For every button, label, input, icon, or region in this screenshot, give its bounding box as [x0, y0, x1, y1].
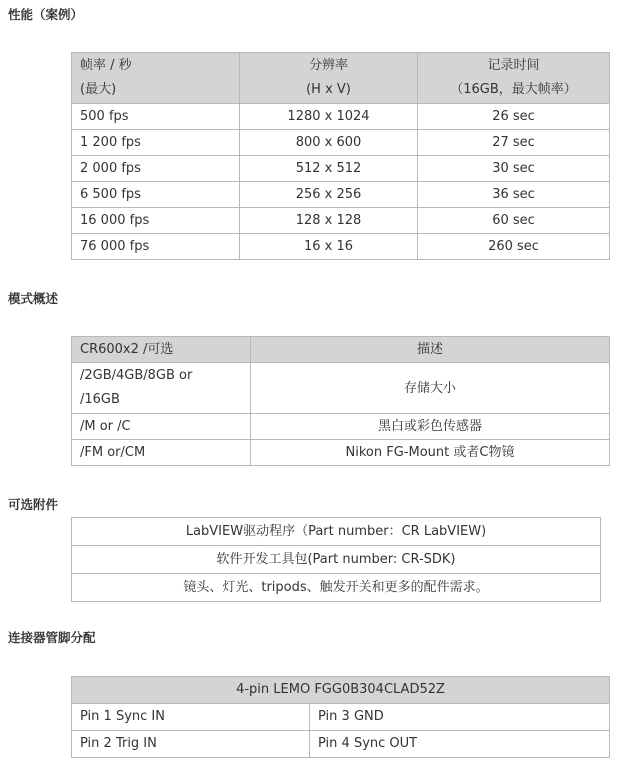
pin-cell: Pin 1 Sync IN	[72, 704, 310, 731]
resolution-cell: 16 x 16	[240, 234, 418, 260]
record-time-cell: 36 sec	[418, 182, 610, 208]
pin-cell: Pin 2 Trig IN	[72, 731, 310, 758]
accessory-labview: LabVIEW驱动程序（Part number：CR LabVIEW)	[72, 518, 601, 546]
connector-table	[71, 676, 610, 758]
table-row	[72, 574, 601, 602]
framerate-cell: 6 500 fps	[72, 182, 240, 208]
option-cell: /M or /C	[72, 414, 251, 440]
pin-cell: Pin 4 Sync OUT	[310, 731, 610, 758]
connector-heading: 连接器管脚分配	[8, 630, 96, 645]
table-row	[72, 130, 610, 156]
table-row	[72, 731, 610, 758]
record-time-cell: 260 sec	[418, 234, 610, 260]
resolution-cell: 256 x 256	[240, 182, 418, 208]
resolution-cell: 512 x 512	[240, 156, 418, 182]
models-header-row	[72, 337, 610, 363]
header-framerate: 帧率 / 秒 (最大)	[72, 53, 240, 104]
table-row	[72, 104, 610, 130]
resolution-cell: 128 x 128	[240, 208, 418, 234]
framerate-cell: 16 000 fps	[72, 208, 240, 234]
header-record-time: 记录时间 （16GB，最大帧率）	[418, 53, 610, 104]
accessory-sdk: 软件开发工具包(Part number: CR-SDK)	[72, 546, 601, 574]
description-cell: Nikon FG-Mount 或者C物镜	[251, 440, 610, 466]
models-heading: 模式概述	[8, 291, 59, 306]
option-cell: /2GB/4GB/8GB or /16GB	[72, 363, 251, 414]
resolution-cell: 1280 x 1024	[240, 104, 418, 130]
header-resolution: 分辨率 (H x V)	[240, 53, 418, 104]
performance-table	[71, 52, 610, 260]
table-row	[72, 363, 610, 414]
header-description: 描述	[251, 337, 610, 363]
table-row	[72, 208, 610, 234]
record-time-cell: 30 sec	[418, 156, 610, 182]
resolution-cell: 800 x 600	[240, 130, 418, 156]
header-option: CR600x2 /可选	[72, 337, 251, 363]
framerate-cell: 2 000 fps	[72, 156, 240, 182]
table-row	[72, 518, 601, 546]
table-row	[72, 234, 610, 260]
table-row	[72, 156, 610, 182]
performance-heading: 性能（案例）	[8, 7, 84, 22]
connector-model: 4-pin LEMO FGG0B304CLAD52Z	[72, 677, 610, 704]
description-cell: 黑白或彩色传感器	[251, 414, 610, 440]
connector-header-row	[72, 677, 610, 704]
table-row	[72, 414, 610, 440]
pin-cell: Pin 3 GND	[310, 704, 610, 731]
performance-header-row	[72, 53, 610, 104]
table-row	[72, 182, 610, 208]
accessory-misc: 镜头、灯光、tripods、触发开关和更多的配件需求。	[72, 574, 601, 602]
description-cell: 存储大小	[251, 363, 610, 414]
table-row	[72, 546, 601, 574]
framerate-cell: 500 fps	[72, 104, 240, 130]
record-time-cell: 27 sec	[418, 130, 610, 156]
table-row	[72, 440, 610, 466]
record-time-cell: 60 sec	[418, 208, 610, 234]
table-row	[72, 704, 610, 731]
record-time-cell: 26 sec	[418, 104, 610, 130]
models-table	[71, 336, 610, 466]
framerate-cell: 76 000 fps	[72, 234, 240, 260]
accessories-table	[71, 517, 601, 602]
framerate-cell: 1 200 fps	[72, 130, 240, 156]
accessories-heading: 可选附件	[8, 497, 59, 512]
option-cell: /FM or/CM	[72, 440, 251, 466]
